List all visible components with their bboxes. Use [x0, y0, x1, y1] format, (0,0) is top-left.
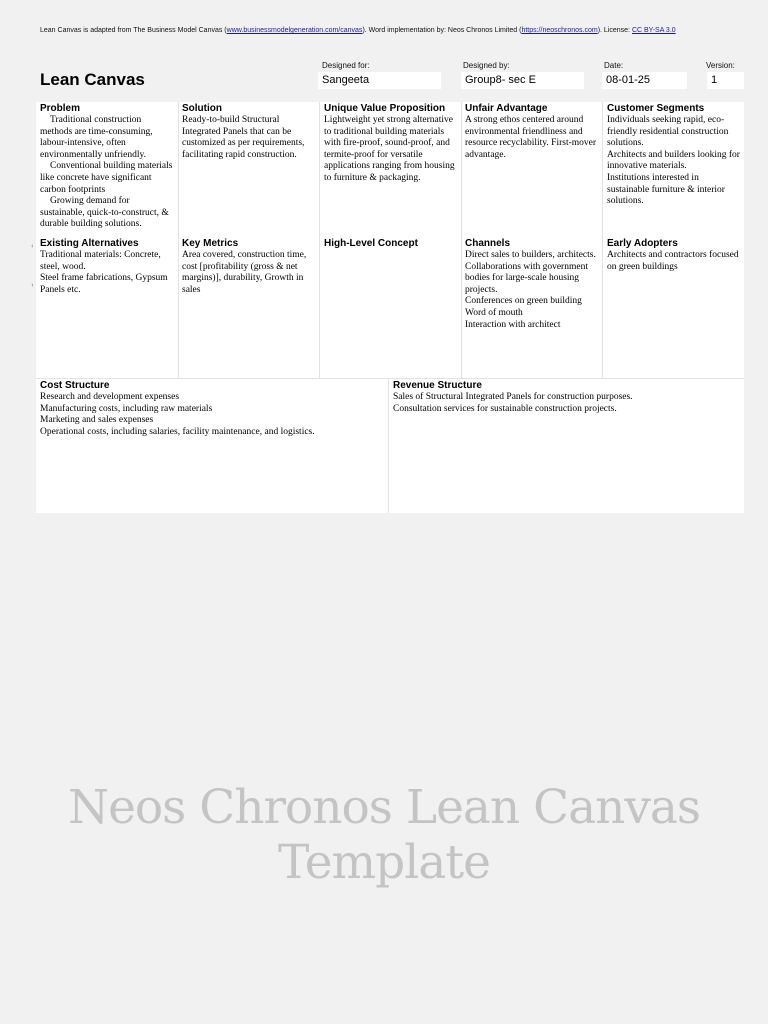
cell-body-problem	[40, 115, 174, 231]
date-field[interactable]: 08-01-25	[602, 72, 687, 89]
cell-body-customer-segments	[607, 115, 740, 208]
date-label: Date:	[604, 61, 624, 70]
cell-title-cost-structure: Cost Structure	[40, 380, 110, 391]
cell-unfair-advantage[interactable]	[461, 102, 603, 236]
cell-title-problem: Problem	[40, 103, 81, 114]
cell-title-solution: Solution	[182, 103, 222, 114]
text-line: Growing demand for sustainable, quick-to-construct, & durable building solutions.	[40, 196, 169, 230]
cell-customer-segments[interactable]	[603, 102, 744, 236]
designed-for-field[interactable]: Sangeeta	[318, 72, 441, 89]
text-line: Interaction with architect	[465, 319, 561, 330]
text-line: Conferences on green building	[465, 296, 582, 307]
cell-body-uvp	[324, 115, 458, 185]
text-line: A strong ethos centered around environmental friendliness and resource recyclability. First-mover advantage.	[465, 115, 597, 160]
cell-key-metrics[interactable]	[178, 237, 320, 378]
text-line: Individuals seeking rapid, eco-friendly residential construction solutions.	[607, 115, 729, 149]
text-line: Ready-to-build Structural Integrated Panels that can be customized as per requirements, facilitating rapid construction.	[182, 115, 305, 160]
text-line: Conventional building materials like concrete have significant carbon footprints	[40, 161, 173, 195]
designed-by-label: Designed by:	[463, 61, 510, 70]
cell-solution[interactable]	[178, 102, 320, 236]
version-label: Version:	[706, 61, 735, 70]
cell-body-unfair-advantage	[465, 115, 599, 161]
cell-title-unfair-advantage: Unfair Advantage	[465, 103, 548, 114]
cell-existing-alternatives[interactable]	[36, 237, 178, 378]
cell-body-cost-structure	[40, 392, 384, 438]
cell-title-customer-segments: Customer Segments	[607, 103, 705, 114]
text-line: Institutions interested in sustainable furniture & interior solutions.	[607, 172, 725, 207]
margin-mark: ‚	[31, 274, 34, 288]
cell-body-channels	[465, 250, 599, 331]
business-model-link[interactable]: www.businessmodelgeneration.com/canvas	[226, 27, 363, 34]
cell-title-early-adopters: Early Adopters	[607, 238, 678, 249]
text-line: Manufacturing costs, including raw materials	[40, 403, 213, 414]
text-line: Sales of Structural Integrated Panels for construction purposes.	[393, 392, 633, 402]
cell-early-adopters[interactable]	[603, 237, 744, 378]
cell-high-level-concept[interactable]	[320, 237, 462, 378]
text-line: Architects and builders looking for innovative materials.	[607, 149, 740, 172]
lean-canvas-grid	[36, 102, 744, 513]
neos-chronos-link[interactable]: https://neoschronos.com	[521, 27, 598, 34]
cell-title-channels: Channels	[465, 238, 511, 249]
cell-title-existing-alternatives: Existing Alternatives	[40, 238, 139, 249]
attribution-middle: ). Word implementation by: Neos Chronos Limited (	[362, 27, 522, 34]
template-watermark: Neos Chronos Lean Canvas Template	[67, 780, 701, 890]
designed-for-label: Designed for:	[322, 61, 370, 70]
cell-cost-structure[interactable]	[36, 379, 388, 513]
text-line: Word of mouth	[465, 307, 523, 318]
cell-revenue-structure[interactable]	[389, 379, 744, 513]
designed-by-field[interactable]: Group8- sec E	[461, 72, 584, 89]
attribution-suffix: ). License:	[597, 27, 632, 34]
cell-channels[interactable]	[461, 237, 603, 378]
text-line: Marketing and sales expenses	[40, 415, 154, 426]
text-line: Direct sales to builders, architects.	[465, 250, 596, 260]
text-line: Steel frame fabrications, Gypsum Panels etc.	[40, 273, 168, 295]
cell-body-revenue-structure	[393, 392, 740, 415]
cell-body-key-metrics	[182, 250, 316, 296]
license-link[interactable]: CC BY-SA 3.0	[631, 27, 676, 34]
text-line: Traditional materials: Concrete, steel, wood.	[40, 250, 161, 272]
text-line: Consultation services for sustainable construction projects.	[393, 403, 617, 414]
cell-title-revenue-structure: Revenue Structure	[393, 380, 482, 391]
text-line: Collaborations with government bodies for large-scale housing projects.	[465, 261, 588, 295]
text-line: Lightweight yet strong alternative to traditional building materials with fire-proof, sound-proof, and termite-proof for versatile applications ranging from housing to furniture & packaging.	[324, 115, 455, 183]
cell-body-existing-alternatives	[40, 250, 174, 296]
text-line: Area covered, construction time, cost [profitability (gross & net margins)], durability, Growth in sales	[182, 250, 307, 295]
cell-title-high-level-concept: High-Level Concept	[324, 238, 418, 249]
text-line: Traditional construction methods are time-consuming, labour-intensive, often environmentally unfriendly.	[40, 115, 153, 160]
cell-body-early-adopters	[607, 250, 740, 273]
attribution-line	[40, 27, 676, 34]
text-line: Operational costs, including salaries, facility maintenance, and logistics.	[40, 426, 315, 437]
margin-mark: ‘	[31, 242, 34, 256]
cell-title-uvp: Unique Value Proposition	[324, 103, 446, 114]
text-line: Research and development expenses	[40, 392, 180, 402]
cell-title-key-metrics: Key Metrics	[182, 238, 239, 249]
attribution-prefix: Lean Canvas is adapted from The Business Model Canvas (	[40, 27, 227, 34]
page-title: Lean Canvas	[40, 70, 145, 89]
cell-problem[interactable]	[36, 102, 178, 236]
version-field[interactable]: 1	[707, 72, 744, 89]
text-line: Architects and contractors focused on green buildings	[607, 250, 739, 272]
canvas-header	[36, 58, 744, 102]
cell-body-solution	[182, 115, 316, 161]
